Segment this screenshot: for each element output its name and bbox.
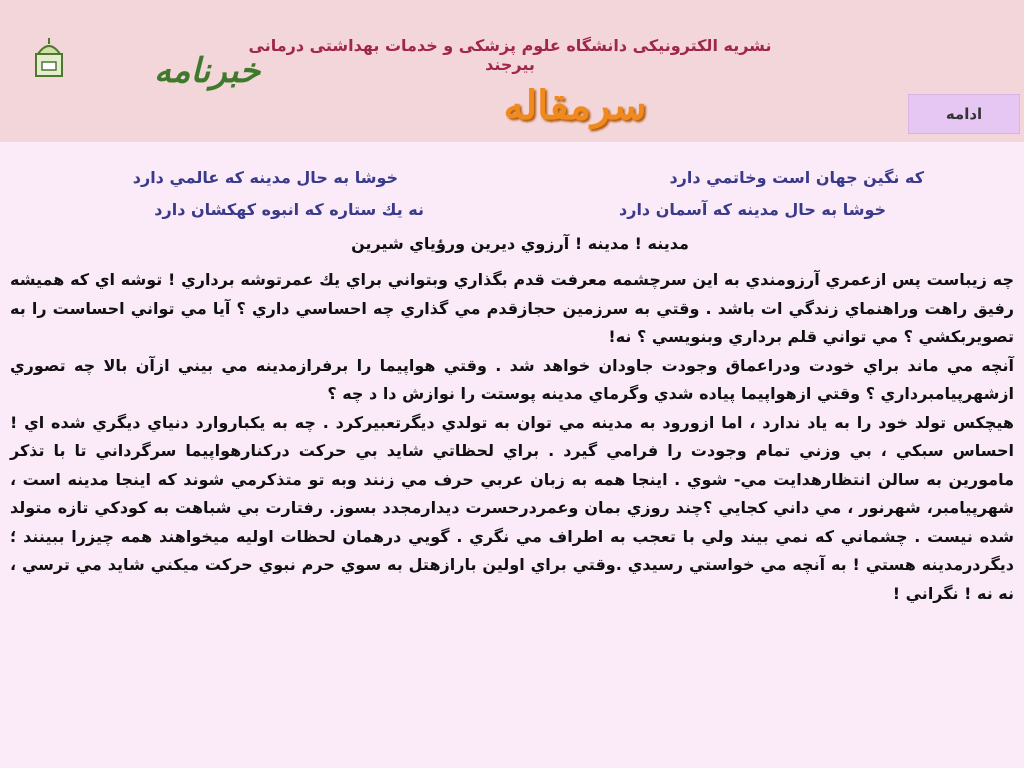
mosque-icon — [30, 30, 261, 110]
article-paragraph: هيچکس تولد خود را به ياد ندارد ، اما ازورود به مدينه مي توان به تولدي ديگرتعبيرکرد . چه به يکباروارد دنياي ديگري شده اي ! احساس سبکي ، بي وزني تمام وجودت را فرامي گيرد . براي لحظاتي شايد بي حرکت درکنارهواپيما سرگرداني تا با تذکر مامورين به سالن انتظارهدايت مي- شوي . اينجا همه به زبان عربي حرف مي زنند وبه تو متذکرمي شوند که اينجا مدينه است ، شهرپيامبر، شهرنور ، مي داني کجايي ؟چند روزي بمان وعمردرحسرت ديدارمجدد بسوز. رفتارت بي شباهت به کودکي تازه متولد شده نيست . چشماني که نمي بيند ولي با تعجب به اطراف مي نگري . گويي درهمان لحظات اوليه ميخواهند همه چيزرا ببينند ؛ ديگردرمدينه هستي ! به آنچه مي خواستي رسيدي .وقتي براي اولين بارازهتل به سوي حرم نبوي حرکت ميکني شايد مي ترسي ، نه نه ! نگراني ! — [10, 412, 1014, 603]
article-paragraph: چه زيباست پس ازعمري آرزومندي به اين سرچشمه معرفت قدم بگذاري وبتواني براي يك عمرتوشه برداري ! توشه اي که هميشه رفيق راهت وراهنماي زندگي ات باشد . وقتي به سرزمين حجازقدم مي گذاري چه احساسي داري ؟ آيا مي تواني احساست را به تصويربکشي ؟ مي تواني قلم برداري وبنويسي ؟ نه! — [10, 270, 1014, 346]
article-body — [10, 266, 1014, 608]
header-banner — [0, 0, 1024, 142]
section-title: سرمقاله — [503, 82, 647, 129]
poem-line: خوشا به حال مدينه که آسمان دارد — [619, 200, 886, 219]
more-button[interactable]: ادامه — [908, 94, 1020, 134]
site-title: نشريه الكترونيكی دانشگاه علوم پزشكی و خدمات بهداشتی درمانی بيرجند — [248, 36, 772, 74]
newsletter-logo[interactable] — [30, 30, 261, 110]
poem-line: که نگين جهان است وخاتمي دارد — [669, 168, 924, 187]
article-subtitle: مدينه ! مدينه ! آرزوي ديرين ورؤياي شيرين — [351, 234, 689, 253]
poem-line: خوشا به حال مدينه که عالمي دارد — [132, 168, 398, 187]
article-paragraph: آنچه مي ماند براي خودت ودراعماق وجودت جاودان خواهد شد . وقتي هواپيما را برفرازمدينه مي بيني ازآن بالا چه تصوري ازشهرپيامبرداري ؟ وقتي ازهواپيما پياده شدي وگرماي مدينه پوستت را نوازش دا د چه ؟ — [10, 355, 1014, 403]
logo-text: خبرنامه — [154, 51, 261, 91]
poem-line: نه يك ستاره که انبوه کهکشان دارد — [154, 200, 424, 219]
